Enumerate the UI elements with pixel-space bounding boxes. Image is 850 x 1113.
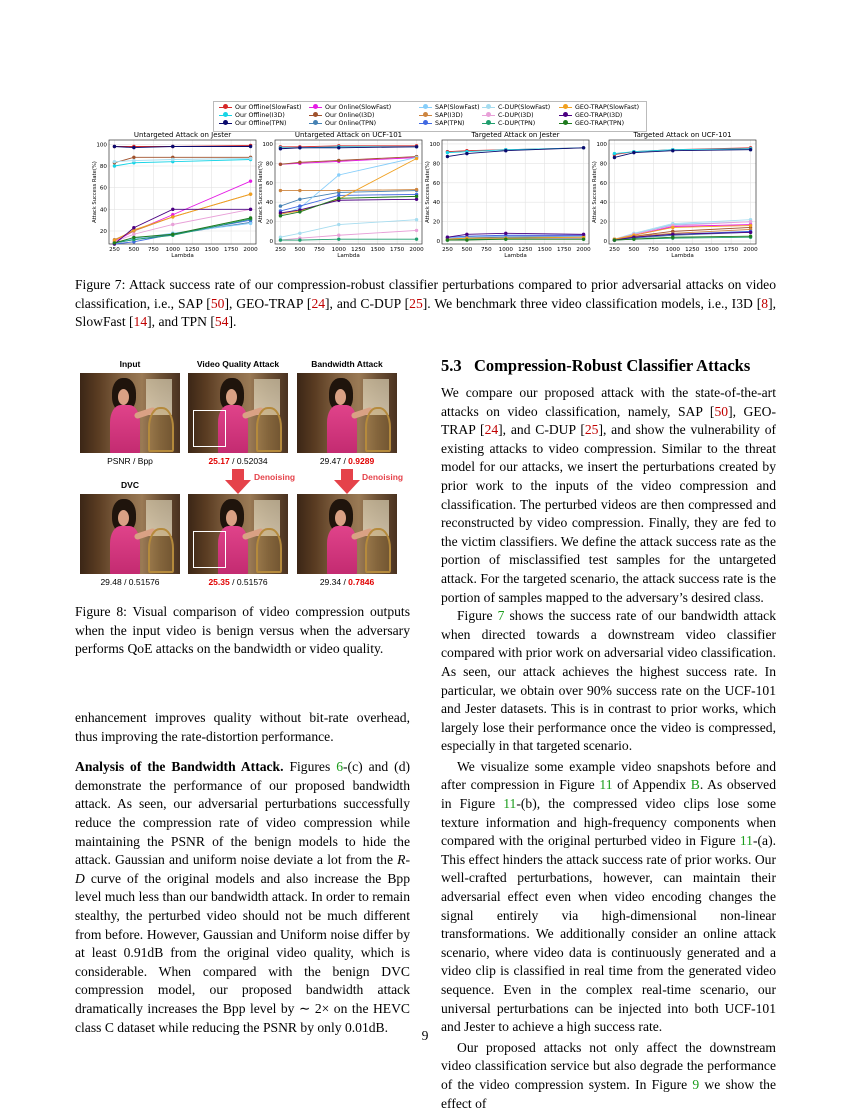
legend-swatch-icon xyxy=(309,123,322,124)
chart-title: Targeted Attack on Jester xyxy=(471,131,560,139)
fig8-dvc-label: DVC xyxy=(121,480,139,490)
data-point xyxy=(249,157,252,160)
data-point xyxy=(465,233,468,236)
data-point xyxy=(298,210,301,213)
legend-swatch-icon xyxy=(219,123,232,124)
legend-swatch-icon xyxy=(219,115,232,116)
x-tick-label: 1750 xyxy=(723,247,739,253)
data-point xyxy=(632,151,635,154)
data-point xyxy=(298,204,301,207)
bandwidth-attack-metrics: 29.47 / 0.9289 xyxy=(319,456,375,466)
data-point xyxy=(671,149,674,152)
data-point xyxy=(415,188,418,191)
dvc-input-frame xyxy=(80,494,180,574)
data-point xyxy=(279,147,282,150)
bandwidth-attack-frame xyxy=(297,373,397,453)
legend-item xyxy=(419,120,465,128)
fig8-col-quality: Video Quality Attack xyxy=(196,359,280,369)
x-tick-label: 2000 xyxy=(243,247,258,253)
y-tick-label: 0 xyxy=(436,239,440,246)
data-point xyxy=(415,237,418,240)
legend-swatch-icon xyxy=(559,107,572,108)
data-point xyxy=(113,145,116,148)
data-point xyxy=(504,232,507,235)
down-arrow-icon xyxy=(225,480,251,494)
data-point xyxy=(415,198,418,201)
legend-swatch-icon xyxy=(219,107,232,108)
figure7-charts xyxy=(85,128,770,268)
x-tick-label: 750 xyxy=(647,247,659,253)
x-axis-label: Lambda xyxy=(171,253,194,259)
data-point xyxy=(113,164,116,167)
data-point xyxy=(132,226,135,229)
legend-label: GEO-TRAP(TPN) xyxy=(575,120,625,127)
data-point xyxy=(298,161,301,164)
x-tick-label: 1750 xyxy=(223,247,239,253)
y-tick-label: 60 xyxy=(599,180,607,187)
data-point xyxy=(279,214,282,217)
data-point xyxy=(171,223,174,226)
legend-label: Our Online(SlowFast) xyxy=(325,104,392,111)
x-tick-label: 1000 xyxy=(498,247,513,253)
data-point xyxy=(298,146,301,149)
para-1: We compare our proposed attack with the state-of-the-art attacks on video classification, namely, SAP [50], GEO-TRAP [24], and C-DUP [25], and show the vulnerability of existing attacks to video compression. Similar to the threat model for our attacks, we insert the perturbations created by prior work to the inputs of the video compression and classification. The perturbed videos are then compressed and reconstructed by video compression. Finally, they are fed to the victim classifiers. We define the attack success rate as the portion of misclassified test samples for the untargeted attack. For the targeted scenario, the attack success rate is the portion of samples mapped to the adversary’s desired class. xyxy=(441,385,777,605)
quality-attack-frame xyxy=(188,373,288,453)
y-tick-label: 40 xyxy=(432,200,440,207)
legend-item xyxy=(482,120,535,128)
legend-swatch-icon xyxy=(309,107,322,108)
data-point xyxy=(132,233,135,236)
legend-swatch-icon xyxy=(482,115,495,116)
y-axis-label: Attack Success Rate(%) xyxy=(592,161,598,223)
x-tick-label: 2000 xyxy=(743,247,758,253)
data-point xyxy=(415,195,418,198)
x-tick-label: 1250 xyxy=(185,247,200,253)
quality-attack-metrics: 25.17 / 0.52034 xyxy=(208,456,268,466)
legend-label: C-DUP(I3D) xyxy=(498,112,534,119)
y-tick-label: 60 xyxy=(432,180,440,187)
data-point xyxy=(298,198,301,201)
left-column xyxy=(75,709,410,1037)
x-tick-label: 2000 xyxy=(576,247,591,253)
y-tick-label: 60 xyxy=(99,185,107,192)
figure7-caption: Figure 7: Attack success rate of our compression-robust classifier perturbations compared to prior adversarial attacks on video classification, i.e., SAP [50], GEO-TRAP [24], and C-DUP [25]. We benchmark three video classification models, i.e., I3D [8], SlowFast [14], and TPN [54]. xyxy=(75,277,777,330)
data-point xyxy=(171,215,174,218)
data-point xyxy=(465,238,468,241)
y-tick-label: 20 xyxy=(432,219,440,226)
x-tick-label: 500 xyxy=(294,247,306,253)
x-tick-label: 750 xyxy=(147,247,159,253)
data-point xyxy=(749,224,752,227)
y-tick-label: 100 xyxy=(429,141,440,148)
legend-swatch-icon xyxy=(482,123,495,124)
legend-item xyxy=(309,104,391,112)
input-metrics: PSNR / Bpp xyxy=(107,456,153,466)
legend-item xyxy=(482,104,550,112)
fig8-col-input: Input xyxy=(119,359,141,369)
data-point xyxy=(337,146,340,149)
data-point xyxy=(671,226,674,229)
legend-label: C-DUP(TPN) xyxy=(498,120,536,127)
data-point xyxy=(279,235,282,238)
legend-item xyxy=(482,112,534,120)
legend-item xyxy=(559,104,639,112)
data-point xyxy=(249,145,252,148)
legend-swatch-icon xyxy=(482,107,495,108)
data-point xyxy=(337,234,340,237)
data-point xyxy=(298,238,301,241)
legend-label: GEO-TRAP(SlowFast) xyxy=(575,104,640,111)
x-tick-label: 1500 xyxy=(370,247,385,253)
legend-label: C-DUP(SlowFast) xyxy=(498,104,551,111)
legend-swatch-icon xyxy=(559,123,572,124)
data-point xyxy=(171,145,174,148)
y-tick-label: 100 xyxy=(596,141,607,148)
dvc-bandwidth-metrics: 29.34 / 0.7846 xyxy=(319,577,375,587)
x-tick-label: 1000 xyxy=(331,247,346,253)
legend-item xyxy=(419,112,463,120)
data-point xyxy=(415,145,418,148)
legend-swatch-icon xyxy=(419,115,432,116)
x-tick-label: 250 xyxy=(275,247,286,253)
data-point xyxy=(632,237,635,240)
legend-label: GEO-TRAP(I3D) xyxy=(575,112,623,119)
legend-label: Our Online(I3D) xyxy=(325,112,375,119)
data-point xyxy=(671,233,674,236)
plot-frame xyxy=(109,140,256,244)
y-tick-label: 40 xyxy=(99,207,107,214)
data-point xyxy=(749,231,752,234)
x-tick-label: 1500 xyxy=(537,247,552,253)
data-point xyxy=(132,236,135,239)
para-2: Figure 7 shows the success rate of our bandwidth attack when directed towards a downstream video classifier compared with prior work on adversarial video classification. As seen, our attack achieves the highest success rate. In particular, we obtain over 90% success rate on the UCF-101 and Jester datasets. This is in contrast to prior works, which largely lose their performance once the video is compressed, especially in that targeted scenario. xyxy=(441,608,776,754)
x-tick-label: 1250 xyxy=(518,247,533,253)
y-axis-label: Attack Success Rate(%) xyxy=(425,161,431,223)
y-axis-label: Attack Success Rate(%) xyxy=(92,161,98,223)
x-axis-label: Lambda xyxy=(337,253,360,259)
legend-item xyxy=(219,104,302,112)
data-point xyxy=(582,237,585,240)
legend-swatch-icon xyxy=(559,115,572,116)
data-point xyxy=(446,151,449,154)
data-point xyxy=(337,223,340,226)
data-point xyxy=(613,238,616,241)
data-point xyxy=(298,232,301,235)
data-point xyxy=(415,218,418,221)
data-point xyxy=(279,189,282,192)
legend-item xyxy=(219,112,285,120)
data-point xyxy=(171,208,174,211)
down-arrow-icon xyxy=(334,480,360,494)
legend-item xyxy=(419,104,480,112)
para-3: We visualize some example video snapshots before and after compression in Figure 11 of Appendix B. As observed in Figure 11-(b), the compressed video clips lose some texture information and high-frequency components when compared with the original perturbed video in Figure 11-(a). This effect hinders the attack success rate of prior works. Our well-crafted perturbations, however, can maintain their adversarial effect even when video encoding changes the signal entirely via high-dimensional non-linear transformations. We additionally consider an online attack scenario, where video data is continuously generated and a video clip is classified in real time from the generated video sequence. Even in the complex real-time scenario, our universal perturbations can be injected into both UCF-101 and Jester to achieve a high success rate. xyxy=(441,758,776,1035)
legend-label: SAP(I3D) xyxy=(435,112,463,119)
x-tick-label: 1750 xyxy=(389,247,405,253)
x-tick-label: 1000 xyxy=(165,247,180,253)
data-point xyxy=(171,158,174,161)
data-point xyxy=(132,156,135,159)
data-point xyxy=(613,156,616,159)
fig8-denoise-2: Denoising xyxy=(362,472,404,482)
data-point xyxy=(465,152,468,155)
data-point xyxy=(337,173,340,176)
legend-label: SAP(TPN) xyxy=(435,120,465,127)
x-tick-label: 500 xyxy=(128,247,140,253)
x-axis-label: Lambda xyxy=(671,253,694,259)
data-point xyxy=(415,229,418,232)
data-point xyxy=(113,241,116,244)
y-tick-label: 20 xyxy=(265,219,273,226)
data-point xyxy=(132,146,135,149)
legend-swatch-icon xyxy=(419,107,432,108)
x-tick-label: 250 xyxy=(109,247,120,253)
right-column xyxy=(441,384,776,1113)
dvc-quality-metrics: 25.35 / 0.51576 xyxy=(208,577,268,587)
y-tick-label: 80 xyxy=(599,161,607,168)
x-tick-label: 750 xyxy=(313,247,325,253)
data-point xyxy=(415,157,418,160)
data-point xyxy=(749,148,752,151)
arrow-icon xyxy=(341,469,353,480)
fig8-col-bandwidth: Bandwidth Attack xyxy=(311,359,383,369)
fig8-denoise-1: Denoising xyxy=(254,472,296,482)
y-tick-label: 0 xyxy=(603,239,607,246)
y-tick-label: 80 xyxy=(265,161,273,168)
data-point xyxy=(671,235,674,238)
x-tick-label: 250 xyxy=(609,247,620,253)
data-point xyxy=(337,189,340,192)
x-tick-label: 1250 xyxy=(351,247,366,253)
y-tick-label: 40 xyxy=(599,200,607,207)
dvc-quality-frame xyxy=(188,494,288,574)
data-point xyxy=(298,189,301,192)
x-tick-label: 1500 xyxy=(204,247,219,253)
y-axis-label: Attack Success Rate(%) xyxy=(258,161,264,223)
legend-swatch-icon xyxy=(419,123,432,124)
chart-title: Untargeted Attack on UCF-101 xyxy=(294,131,403,139)
x-tick-label: 2000 xyxy=(409,247,424,253)
data-point xyxy=(504,237,507,240)
legend-label: SAP(SlowFast) xyxy=(435,104,480,111)
x-tick-label: 1250 xyxy=(685,247,700,253)
section-heading: 5.3 Compression-Robust Classifier Attacks xyxy=(441,356,751,375)
data-point xyxy=(279,204,282,207)
plot-frame xyxy=(442,140,589,244)
legend-item xyxy=(559,112,622,120)
y-tick-label: 20 xyxy=(599,219,607,226)
x-tick-label: 750 xyxy=(480,247,492,253)
data-point xyxy=(446,155,449,158)
data-point xyxy=(249,216,252,219)
data-point xyxy=(337,237,340,240)
legend-swatch-icon xyxy=(309,115,322,116)
data-point xyxy=(171,233,174,236)
x-tick-label: 1500 xyxy=(704,247,719,253)
data-point xyxy=(337,159,340,162)
dvc-input-metrics: 29.48 / 0.51576 xyxy=(100,577,160,587)
data-point xyxy=(249,192,252,195)
data-point xyxy=(582,233,585,236)
analysis-paragraph: Analysis of the Bandwidth Attack. Figures 6-(c) and (d) demonstrate the performance of our proposed bandwidth attack. As seen, our adversarial perturbations successfully reduce the compression rate of video compression while maintaining the PSNR of the benign models to hide the attack. Gaussian and uniform noise deviate a lot from the R-D curve of the original models and also increase the Bpp level much less than our bandwidth attack. In order to remain stealthy, the perturbed video should not be much different from before. However, Gaussian and Uniform noise differ by at least 0.91dB from the original video quality, which is considerable. When compared with the benign DVC compression model, our proposed bandwidth attack dramatically increases the Bpp level by ∼ 2× on the HEVC class C dataset while reducing the PSNR by only 0.01dB. xyxy=(75,759,411,1035)
chart-title: Untargeted Attack on Jester xyxy=(133,131,232,139)
data-point xyxy=(113,160,116,163)
data-point xyxy=(504,149,507,152)
x-tick-label: 1750 xyxy=(556,247,572,253)
chart-title: Targeted Attack on UCF-101 xyxy=(633,131,732,139)
arrow-icon xyxy=(232,469,244,480)
y-tick-label: 80 xyxy=(99,164,107,170)
y-tick-label: 100 xyxy=(96,142,107,149)
input-frame xyxy=(80,373,180,453)
data-point xyxy=(249,179,252,182)
legend-label: Our Online(TPN) xyxy=(325,120,377,127)
x-tick-label: 250 xyxy=(442,247,453,253)
data-point xyxy=(749,220,752,223)
y-tick-label: 0 xyxy=(269,239,273,246)
data-point xyxy=(582,146,585,149)
data-point xyxy=(613,152,616,155)
y-tick-label: 40 xyxy=(265,200,273,207)
legend-item xyxy=(309,120,376,128)
legend-item xyxy=(559,120,624,128)
legend-label: Our Offline(SlowFast) xyxy=(235,104,302,111)
data-point xyxy=(249,222,252,225)
data-point xyxy=(279,163,282,166)
x-tick-label: 500 xyxy=(461,247,473,253)
x-axis-label: Lambda xyxy=(504,253,527,259)
legend-label: Our Offline(TPN) xyxy=(235,120,287,127)
y-tick-label: 20 xyxy=(99,229,107,235)
data-point xyxy=(446,238,449,241)
legend-label: Our Offline(I3D) xyxy=(235,112,285,119)
page-number: 9 xyxy=(421,1028,429,1043)
data-point xyxy=(337,197,340,200)
data-point xyxy=(279,211,282,214)
data-point xyxy=(249,208,252,211)
x-tick-label: 1000 xyxy=(665,247,680,253)
data-point xyxy=(749,235,752,238)
data-point xyxy=(132,159,135,162)
left-continuation: enhancement improves quality without bit-rate overhead, thus improving the rate-distortion performance. xyxy=(75,710,410,744)
dvc-bandwidth-frame xyxy=(297,494,397,574)
data-point xyxy=(279,238,282,241)
legend-item xyxy=(219,120,286,128)
y-tick-label: 80 xyxy=(432,161,440,168)
y-tick-label: 100 xyxy=(262,141,273,148)
data-point xyxy=(446,235,449,238)
x-tick-label: 500 xyxy=(628,247,640,253)
y-tick-label: 60 xyxy=(265,180,273,187)
data-point xyxy=(337,194,340,197)
figure8-caption: Figure 8: Visual comparison of video compression outputs when the input video is benign versus when the adversary performs QoE attacks on the bandwidth or video quality. xyxy=(75,604,410,657)
legend-item xyxy=(309,112,374,120)
para-4: Our proposed attacks not only affect the downstream video classification service but also degrade the performance of the video compression system. In Figure 9 we show the effect of xyxy=(441,1039,776,1111)
